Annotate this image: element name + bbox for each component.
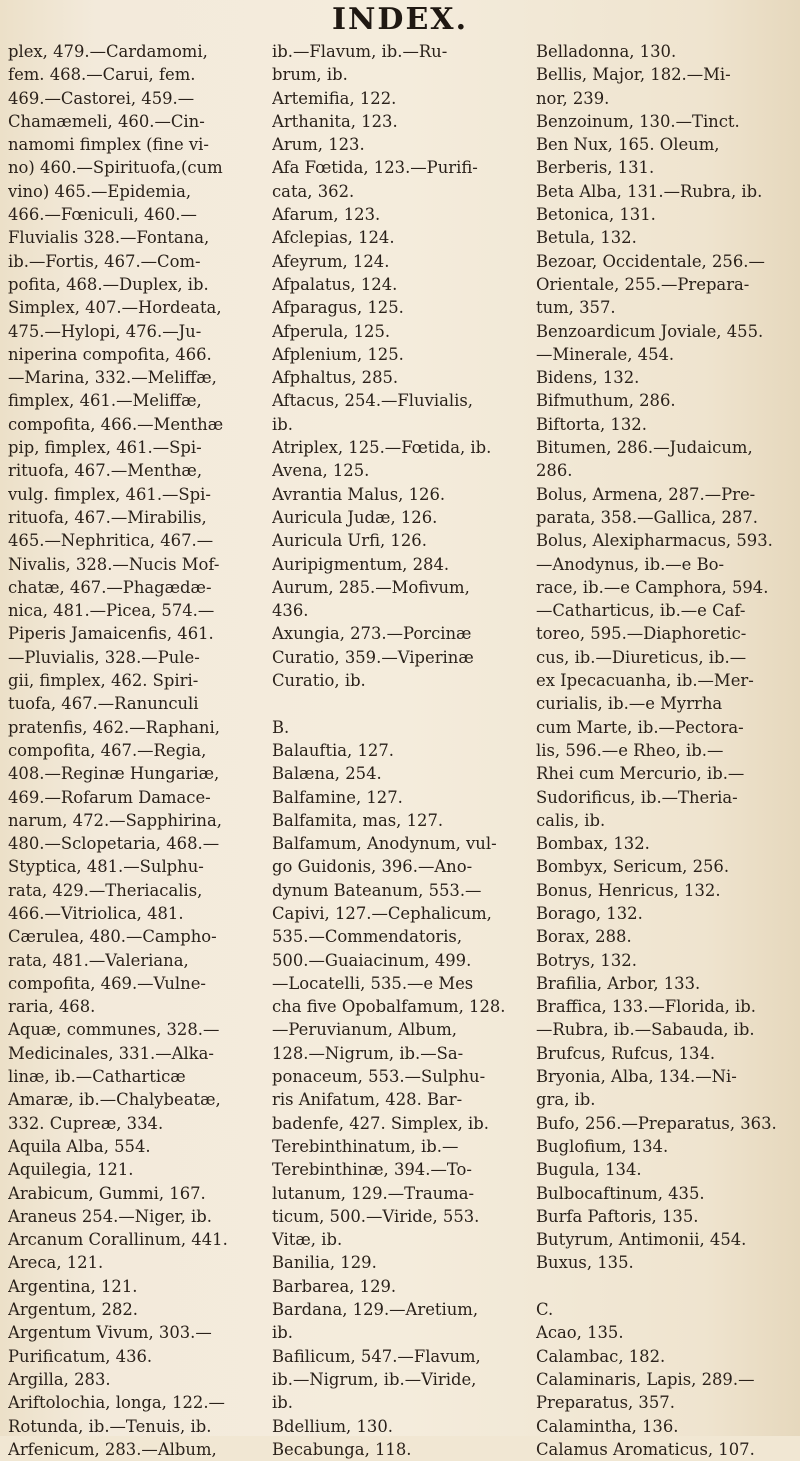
index-entry-line: Balauftia, 127. bbox=[272, 740, 394, 760]
index-entry-line: Vitæ, ib. bbox=[272, 1230, 343, 1250]
index-entry-line: Bardana, 129.—Aretium, bbox=[272, 1300, 479, 1320]
index-entry-line: pofita, 468.—Duplex, ib. bbox=[8, 274, 209, 294]
index-entry-line: Aurum, 285.—Mofivum, bbox=[272, 577, 470, 597]
index-entry-line: Avena, 125. bbox=[272, 461, 370, 481]
column-left bbox=[8, 40, 266, 1461]
index-entry-line: Botrys, 132. bbox=[536, 950, 637, 970]
index-entry-line: 466.—Vitriolica, 481. bbox=[8, 903, 184, 923]
index-entry-line: Brafilia, Arbor, 133. bbox=[536, 973, 701, 993]
index-entry-line: 469.—Rofarum Damace- bbox=[8, 787, 211, 807]
index-entry-line: 408.—Reginæ Hungariæ, bbox=[8, 764, 220, 784]
index-entry-line: Terebinthinatum, ib.— bbox=[272, 1136, 459, 1156]
index-entry-line: Arfenicum, 283.—Album, bbox=[8, 1439, 217, 1459]
index-entry-line: Afeyrum, 124. bbox=[272, 251, 390, 271]
index-entry-line: Aftacus, 254.—Fluvialis, bbox=[272, 391, 473, 411]
index-entry-line: Afclepias, 124. bbox=[272, 228, 395, 248]
index-entry-line: chatæ, 467.—Phagædæ- bbox=[8, 577, 212, 597]
index-entry-line: rituofa, 467.—Mirabilis, bbox=[8, 507, 207, 527]
index-entry-line: cata, 362. bbox=[272, 181, 355, 201]
index-entry-line: cum Marte, ib.—Pectora- bbox=[536, 717, 744, 737]
index-entry-line: Berberis, 131. bbox=[536, 158, 655, 178]
index-entry-line: Bolus, Alexipharmacus, 593. bbox=[536, 531, 773, 551]
index-entry-line: Simplex, 407.—Hordeata, bbox=[8, 298, 222, 318]
index-entry-line: Balfamita, mas, 127. bbox=[272, 810, 444, 830]
index-entry-line: Borax, 288. bbox=[536, 927, 632, 947]
index-entry-line: cha five Opobalfamum, 128. bbox=[272, 997, 506, 1017]
index-entry-line: —Marina, 332.—Meliffæ, bbox=[8, 368, 217, 388]
index-entry-line: go Guidonis, 396.—Ano- bbox=[272, 857, 473, 877]
index-entry-line: ib.—Flavum, ib.—Ru- bbox=[272, 42, 448, 61]
index-entry-line: Axungia, 273.—Porcinæ bbox=[272, 624, 472, 644]
index-entry-line: Bezoar, Occidentale, 256.— bbox=[536, 251, 765, 271]
index-entry-line: Balfamum, Anodynum, vul- bbox=[272, 834, 497, 854]
index-entry-line: —Minerale, 454. bbox=[536, 344, 675, 364]
index-entry-line: ib.—Fortis, 467.—Com- bbox=[8, 251, 201, 271]
index-entry-line: Rotunda, ib.—Tenuis, ib. bbox=[8, 1416, 212, 1436]
index-entry-line: Ariftolochia, longa, 122.— bbox=[8, 1393, 225, 1413]
index-entry-line: dynum Bateanum, 553.— bbox=[272, 880, 482, 900]
index-entry-line: fem. 468.—Carui, fem. bbox=[8, 65, 196, 85]
index-entry-line: Betonica, 131. bbox=[536, 205, 656, 225]
index-entry-line: pratenfis, 462.—Raphani, bbox=[8, 717, 220, 737]
index-entry-line: Sudorificus, ib.—Theria- bbox=[536, 787, 738, 807]
index-entry-line: Artemifia, 122. bbox=[272, 88, 397, 108]
index-entry-line: 466.—Fœniculi, 460.— bbox=[8, 205, 197, 225]
index-entry-line: pip, fimplex, 461.—Spi- bbox=[8, 438, 202, 458]
index-entry-line bbox=[536, 1275, 794, 1298]
index-entry-line: 465.—Nephritica, 467.— bbox=[8, 531, 214, 551]
index-entry-line: Balfamine, 127. bbox=[272, 787, 403, 807]
index-entry-line: —Rubra, ib.—Sabauda, ib. bbox=[536, 1020, 755, 1040]
index-entry-line: Benzoinum, 130.—Tinct. bbox=[536, 111, 740, 131]
index-entry-line: Afpalatus, 124. bbox=[272, 274, 398, 294]
index-entry-line: ib. bbox=[272, 414, 293, 434]
index-entry-line: ponaceum, 553.—Sulphu- bbox=[272, 1067, 486, 1087]
index-entry-line: Afarum, 123. bbox=[272, 205, 381, 225]
index-entry-line: nor, 239. bbox=[536, 88, 610, 108]
index-entry-line: Braffica, 133.—Florida, ib. bbox=[536, 997, 756, 1017]
index-entry-line: lutanum, 129.—Trauma- bbox=[272, 1183, 475, 1203]
index-entry-line: Becabunga, 118. bbox=[272, 1439, 412, 1459]
index-entry-line: Banilia, 129. bbox=[272, 1253, 377, 1273]
index-entry-line: Bdellium, 130. bbox=[272, 1416, 393, 1436]
index-entry-line: Atriplex, 125.—Fœtida, ib. bbox=[272, 438, 492, 458]
index-entry-line: Styptica, 481.—Sulphu- bbox=[8, 857, 204, 877]
index-entry-line: Aquilegia, 121. bbox=[8, 1160, 134, 1180]
index-entry-line: Benzoardicum Joviale, 455. bbox=[536, 321, 764, 341]
index-entry-line: rata, 429.—Theriacalis, bbox=[8, 880, 203, 900]
index-entry-line: Belladonna, 130. bbox=[536, 42, 677, 61]
index-entry-line: Auricula Urfi, 126. bbox=[272, 531, 427, 551]
index-entry-line: ib. bbox=[272, 1323, 293, 1343]
index-entry-line: Biftorta, 132. bbox=[536, 414, 647, 434]
index-entry-line: vino) 465.—Epidemia, bbox=[8, 181, 192, 201]
index-entry-line: badenfe, 427. Simplex, ib. bbox=[272, 1113, 489, 1133]
index-entry-line: ib.—Nigrum, ib.—Viride, bbox=[272, 1369, 477, 1389]
index-entry-line: Bombyx, Sericum, 256. bbox=[536, 857, 730, 877]
index-entry-line: Arabicum, Gummi, 167. bbox=[8, 1183, 206, 1203]
index-entry-line: plex, 479.—Cardamomi, bbox=[8, 42, 208, 61]
index-entry-line: Medicinales, 331.—Alka- bbox=[8, 1043, 214, 1063]
index-entry-line: Butyrum, Antimonii, 454. bbox=[536, 1230, 747, 1250]
index-entry-line: Calamus Aromaticus, 107. bbox=[536, 1439, 755, 1459]
index-entry-line: gra, ib. bbox=[536, 1090, 596, 1110]
index-entry-line: Bonus, Henricus, 132. bbox=[536, 880, 721, 900]
index-entry-line: Bombax, 132. bbox=[536, 834, 650, 854]
index-entry-line: Aquila Alba, 554. bbox=[8, 1136, 151, 1156]
index-entry-line: Beta Alba, 131.—Rubra, ib. bbox=[536, 181, 763, 201]
index-entry-line: Barbarea, 129. bbox=[272, 1276, 397, 1296]
index-entry-line: Balæna, 254. bbox=[272, 764, 382, 784]
index-entry-line: ris Anifatum, 428. Bar- bbox=[272, 1090, 463, 1110]
index-entry-line: Calambac, 182. bbox=[536, 1346, 666, 1366]
index-entry-line: Afplenium, 125. bbox=[272, 344, 404, 364]
index-entry-line: no) 460.—Spirituofa,(cum bbox=[8, 158, 223, 178]
index-entry-line: Areca, 121. bbox=[8, 1253, 104, 1273]
index-entry-line: Arthanita, 123. bbox=[272, 111, 398, 131]
index-entry-line: Argentina, 121. bbox=[8, 1276, 138, 1296]
column-middle bbox=[272, 40, 530, 1461]
index-entry-line: 128.—Nigrum, ib.—Sa- bbox=[272, 1043, 464, 1063]
index-entry-line: 469.—Castorei, 459.— bbox=[8, 88, 195, 108]
page-header: INDEX. bbox=[331, 2, 469, 37]
index-entry-line: Bufo, 256.—Preparatus, 363. bbox=[536, 1113, 777, 1133]
index-entry-line: Aquæ, communes, 328.— bbox=[8, 1020, 220, 1040]
index-entry-line: Bryonia, Alba, 134.—Ni- bbox=[536, 1067, 737, 1087]
index-entry-line: Avrantia Malus, 126. bbox=[272, 484, 446, 504]
index-entry-line: C. bbox=[536, 1300, 554, 1320]
index-entry-line: niperina compofita, 466. bbox=[8, 344, 212, 364]
index-entry-line: toreo, 595.—Diaphoretic- bbox=[536, 624, 747, 644]
index-entry-line: B. bbox=[272, 717, 290, 737]
index-entry-line: 332. Cupreæ, 334. bbox=[8, 1113, 164, 1133]
index-entry-line: nica, 481.—Picea, 574.— bbox=[8, 601, 215, 621]
index-entry-line: Afphaltus, 285. bbox=[272, 368, 399, 388]
index-entry-line: Arum, 123. bbox=[272, 135, 365, 155]
index-entry-line: Bifmuthum, 286. bbox=[536, 391, 676, 411]
index-entry-line: calis, ib. bbox=[536, 810, 606, 830]
index-entry-line: Betula, 132. bbox=[536, 228, 637, 248]
index-entry-line: namomi fimplex (fine vi- bbox=[8, 135, 209, 155]
column-right bbox=[536, 40, 794, 1461]
index-entry-line: Afparagus, 125. bbox=[272, 298, 404, 318]
index-entry-line: tum, 357. bbox=[536, 298, 616, 318]
index-entry-line: Curatio, 359.—Viperinæ bbox=[272, 647, 474, 667]
index-entry-line: Argentum Vivum, 303.— bbox=[8, 1323, 212, 1343]
index-entry-line: Calaminaris, Lapis, 289.— bbox=[536, 1369, 755, 1389]
index-entry-line: Argentum, 282. bbox=[8, 1300, 139, 1320]
index-entry-line: Auripigmentum, 284. bbox=[272, 554, 450, 574]
index-entry-line: Buglofium, 134. bbox=[536, 1136, 669, 1156]
index-entry-line: 286. bbox=[536, 461, 573, 481]
index-entry-line: Borago, 132. bbox=[536, 903, 643, 923]
index-entry-line: 480.—Sclopetaria, 468.— bbox=[8, 834, 220, 854]
index-entry-line: Ben Nux, 165. Oleum, bbox=[536, 135, 720, 155]
index-entry-line: 475.—Hylopi, 476.—Ju- bbox=[8, 321, 202, 341]
index-entry-line: Purificatum, 436. bbox=[8, 1346, 153, 1366]
index-entry-line: Auricula Judæ, 126. bbox=[272, 507, 438, 527]
index-entry-line: Cærulea, 480.—Campho- bbox=[8, 927, 217, 947]
index-entry-line: compofita, 467.—Regia, bbox=[8, 740, 207, 760]
index-entry-line: Argilla, 283. bbox=[8, 1369, 111, 1389]
index-entry-line: parata, 358.—Gallica, 287. bbox=[536, 507, 758, 527]
index-entry-line: —Anodynus, ib.—e Bo- bbox=[536, 554, 725, 574]
index-entry-line: Rhei cum Mercurio, ib.— bbox=[536, 764, 745, 784]
index-entry-line: 436. bbox=[272, 601, 309, 621]
index-entry-line: Arcanum Corallinum, 441. bbox=[8, 1230, 228, 1250]
index-entry-line: —Peruvianum, Album, bbox=[272, 1020, 458, 1040]
index-entry-line: Buxus, 135. bbox=[536, 1253, 634, 1273]
index-entry-line: Acao, 135. bbox=[536, 1323, 624, 1343]
index-entry-line: cus, ib.—Diureticus, ib.— bbox=[536, 647, 747, 667]
index-entry-line: Piperis Jamaicenfis, 461. bbox=[8, 624, 214, 644]
index-entry-line: rituofa, 467.—Menthæ, bbox=[8, 461, 203, 481]
index-entry-line: Afperula, 125. bbox=[272, 321, 391, 341]
index-entry-line: vulg. fimplex, 461.—Spi- bbox=[8, 484, 211, 504]
index-entry-line: Bellis, Major, 182.—Mi- bbox=[536, 65, 731, 85]
index-entry-line: 535.—Commendatoris, bbox=[272, 927, 463, 947]
index-entry-line: Nivalis, 328.—Nucis Mof- bbox=[8, 554, 220, 574]
index-entry-line: Calamintha, 136. bbox=[536, 1416, 679, 1436]
index-entry-line: Bidens, 132. bbox=[536, 368, 640, 388]
index-entry-line: Burfa Paftoris, 135. bbox=[536, 1206, 699, 1226]
index-entry-line: Bitumen, 286.—Judaicum, bbox=[536, 438, 753, 458]
index-entry-line: gii, fimplex, 462. Spiri- bbox=[8, 671, 199, 691]
index-entry-line: —Locatelli, 535.—e Mes bbox=[272, 973, 474, 993]
index-entry-line: Bafilicum, 547.—Flavum, bbox=[272, 1346, 481, 1366]
index-entry-line: Afa Fœtida, 123.—Purifi- bbox=[272, 158, 478, 178]
index-entry-line: compofita, 469.—Vulne- bbox=[8, 973, 206, 993]
index-entry-line: Brufcus, Rufcus, 134. bbox=[536, 1043, 716, 1063]
index-entry-line: Bugula, 134. bbox=[536, 1160, 642, 1180]
index-entry-line: compofita, 466.—Menthæ bbox=[8, 414, 224, 434]
index-entry-line: Preparatus, 357. bbox=[536, 1393, 675, 1413]
index-entry-line: Araneus 254.—Niger, ib. bbox=[8, 1206, 212, 1226]
index-entry-line: Capivi, 127.—Cephalicum, bbox=[272, 903, 492, 923]
index-entry-line: curialis, ib.—e Myrrha bbox=[536, 694, 723, 714]
index-entry-line: narum, 472.—Sapphirina, bbox=[8, 810, 222, 830]
index-entry-line: —Catharticus, ib.—e Caf- bbox=[536, 601, 746, 621]
index-entry-line: race, ib.—e Camphora, 594. bbox=[536, 577, 769, 597]
index-entry-line bbox=[272, 692, 530, 715]
index-entry-line: Terebinthinæ, 394.—To- bbox=[272, 1160, 472, 1180]
index-entry-line: Curatio, ib. bbox=[272, 671, 366, 691]
index-entry-line: 500.—Guaiacinum, 499. bbox=[272, 950, 472, 970]
index-entry-line: tuofa, 467.—Ranunculi bbox=[8, 694, 199, 714]
index-entry-line: Chamæmeli, 460.—Cin- bbox=[8, 111, 205, 131]
index-entry-line: Bolus, Armena, 287.—Pre- bbox=[536, 484, 756, 504]
index-entry-line: ticum, 500.—Viride, 553. bbox=[272, 1206, 480, 1226]
index-entry-line: Amaræ, ib.—Chalybeatæ, bbox=[8, 1090, 221, 1110]
index-entry-line: lis, 596.—e Rheo, ib.— bbox=[536, 740, 724, 760]
index-entry-line: Orientale, 255.—Prepara- bbox=[536, 274, 750, 294]
index-entry-line: ib. bbox=[272, 1393, 293, 1413]
index-entry-line: rata, 481.—Valeriana, bbox=[8, 950, 189, 970]
index-entry-line: linæ, ib.—Catharticæ bbox=[8, 1067, 186, 1087]
index-entry-line: fimplex, 461.—Meliffæ, bbox=[8, 391, 202, 411]
index-entry-line: Fluvialis 328.—Fontana, bbox=[8, 228, 210, 248]
index-entry-line: ex Ipecacuanha, ib.—Mer- bbox=[536, 671, 754, 691]
index-entry-line: brum, ib. bbox=[272, 65, 348, 85]
index-entry-line: —Pluvialis, 328.—Pule- bbox=[8, 647, 200, 667]
index-entry-line: raria, 468. bbox=[8, 997, 96, 1017]
index-entry-line: Bulbocaftinum, 435. bbox=[536, 1183, 705, 1203]
